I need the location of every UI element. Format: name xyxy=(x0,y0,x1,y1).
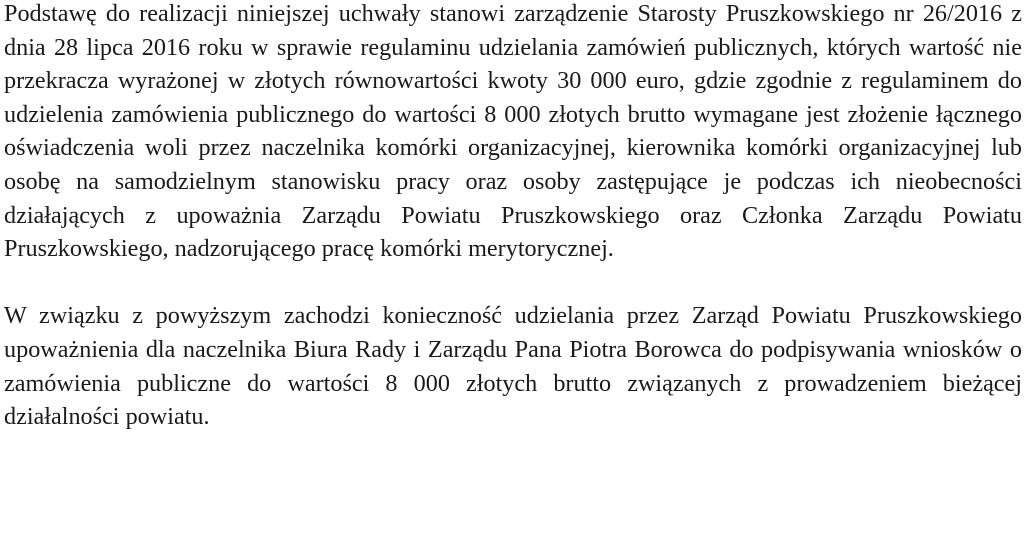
document-body xyxy=(4,0,1022,434)
paragraph-legal-basis: Podstawę do realizacji niniejszej uchwały stanowi zarządzenie Starosty Pruszkowskiego nr 26/2016 z dnia 28 lipca 2016 roku w sprawie regulaminu udzielania zamówień publicznych, których wartość nie przekracza wyrażonej w złotych równowartości kwoty 30 000 euro, gdzie zgodnie z regulaminem do udzielenia zamówienia publicznego do wartości 8 000 złotych brutto wymagane jest złożenie łącznego oświadczenia woli przez naczelnika komórki organizacyjnej, kierownika komórki organizacyjnej lub osobę na samodzielnym stanowisku pracy oraz osoby zastępujące je podczas ich nieobecności działających z upoważnia Zarządu Powiatu Pruszkowskiego oraz Członka Zarządu Powiatu Pruszkowskiego, nadzorującego pracę komórki merytorycznej. xyxy=(4,0,1022,263)
paragraph-conclusion: W związku z powyższym zachodzi konieczność udzielania przez Zarząd Powiatu Pruszkowskiego upoważnienia dla naczelnika Biura Rady i Zarządu Pana Piotra Borowca do podpisywania wniosków o zamówienia publiczne do wartości 8 000 złotych brutto związanych z prowadzeniem bieżącej działalności powiatu. xyxy=(4,302,1022,431)
